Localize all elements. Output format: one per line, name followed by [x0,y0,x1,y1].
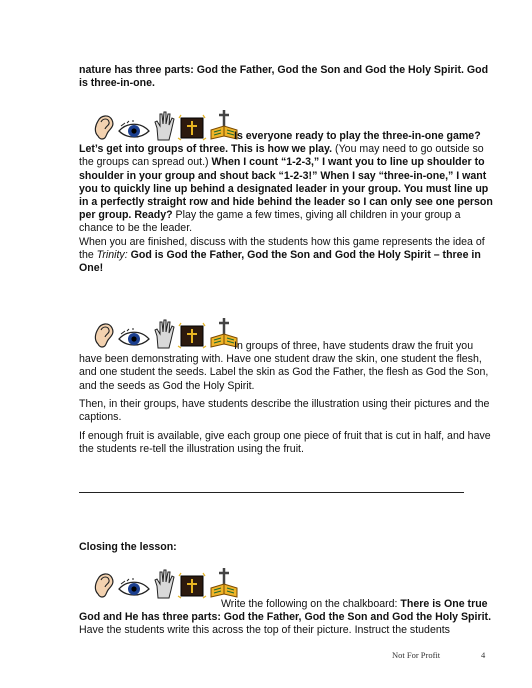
ear-icon [92,568,116,600]
closing-paragraph [79,598,497,638]
book-icon [177,572,207,600]
draw-fruit-text: In groups of three, have students draw the fruit you have been demonstrating with. Have one student draw the skin, one student the flesh, and one student the seeds. Label the skin as God the Father, the flesh as God the Son, and the seeds as God the Holy Spirit. [79,340,489,392]
game-note-repeat: Play the game a few times, giving all children in your group a chance to be the leader. [79,209,461,235]
discussion-paragraph [79,236,497,276]
page-number: 4 [481,650,486,660]
draw-fruit-paragraph [79,340,497,393]
fruit-paragraph: If enough fruit is available, give each group one piece of fruit that is cut in half, and have the students re-tell the illustration using the fruit. [79,430,491,456]
game-rules: When I count “1-2-3,” I want you to line up shoulder to shoulder in your group and shout back “1-2-3!” When I say “three-in-one,” I want you to quickly line up behind a designated leader in your group. You must line up in a perfectly straight row and hide behind the leader so I can only see one person per group. Ready? [79,156,493,222]
trinity-term: Trinity: [96,249,128,262]
closing-text-2: Have the students write this across the top of their picture. Instruct the students [79,624,450,637]
closing-heading: Closing the lesson: [79,541,177,553]
closing-bold: There is One true God and He has three parts: God the Father, God the Son and God the Holy Spirit. [79,598,492,624]
game-note-outside: (You may need to go outside so the groups can spread out.) [79,143,484,169]
discussion-text: When you are finished, discuss with the students how this game represents the idea of the [79,236,485,262]
hand-icon [152,568,176,600]
cross-bible-icon [208,566,240,600]
section-divider [79,492,464,493]
game-question: Is everyone ready to play the three-in-one game? Let’s get into groups of three. This is how we play. [79,130,481,156]
intro-paragraph: nature has three parts: God the Father, God the Son and God the Holy Spirit. God is three-in-one. [79,64,489,90]
activity-icon-strip [92,566,240,600]
footer-label: Not For Profit [392,650,441,660]
describe-paragraph: Then, in their groups, have students describe the illustration using their pictures and the captions. [79,398,490,424]
game-instructions [79,130,497,236]
closing-text-1: Write the following on the chalkboard: [221,598,401,610]
discussion-bold: God is God the Father, God the Son and God the Holy Spirit – three in One! [79,249,481,275]
eye-icon [117,578,151,600]
